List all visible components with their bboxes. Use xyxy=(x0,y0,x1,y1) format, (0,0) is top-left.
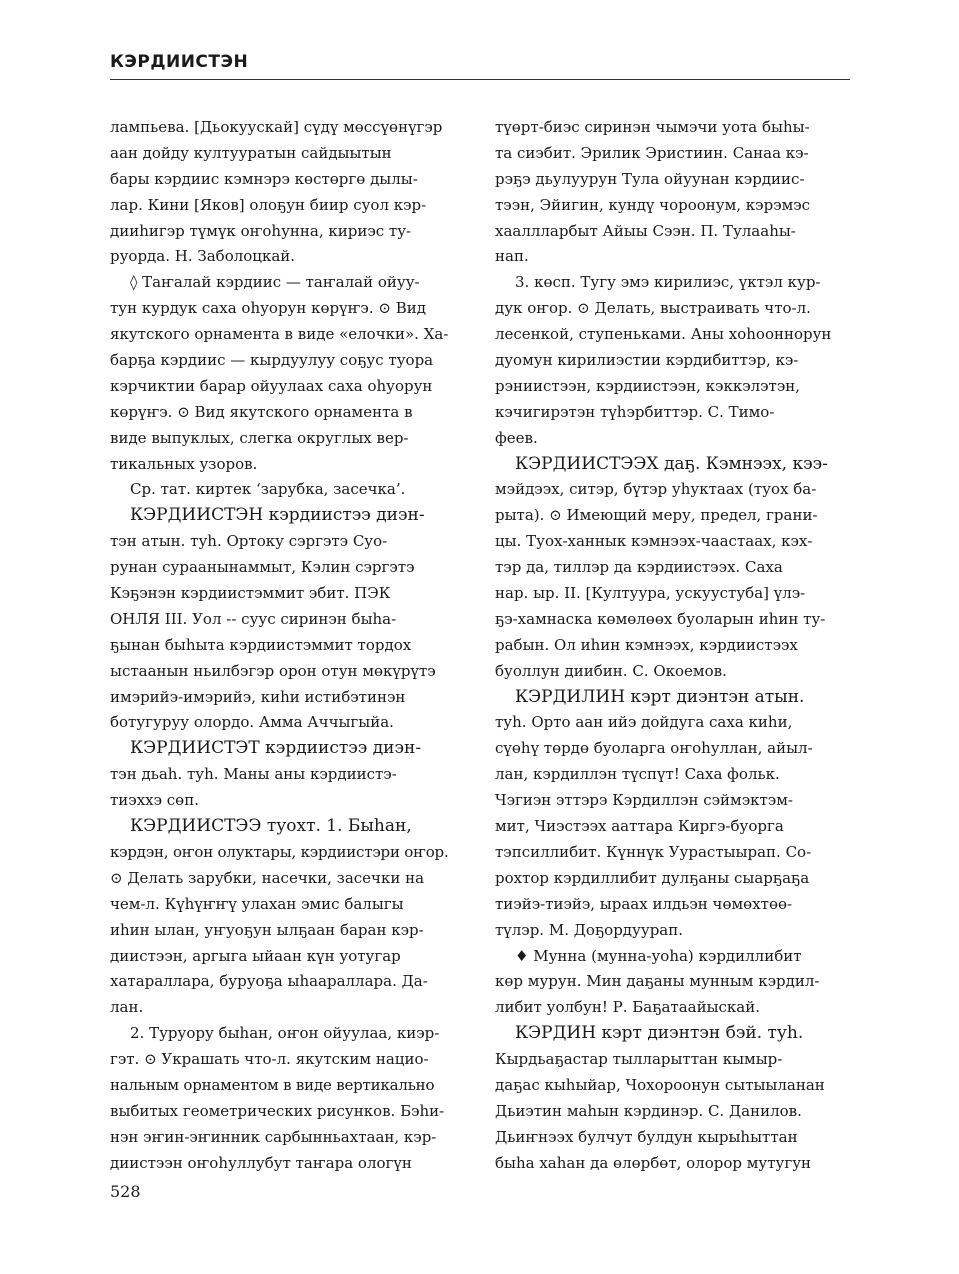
text-line: аан дойду култууратын сайдыытын xyxy=(110,143,392,162)
text-line: дуомун кирилиэстии кэрдибиттэр, кэ- xyxy=(495,351,799,370)
entry-headword-line: КЭРДИИСТЭН кэрдиистээ диэн- xyxy=(130,505,425,526)
text-line: барҕа кэрдиис — кырдуулуу соҕус туора xyxy=(110,351,434,370)
text-line: хатараллара, буруоҕа ыһаараллара. Да- xyxy=(110,972,428,991)
text-line: гэт. ⊙ Украшать что-л. якутским нацио- xyxy=(110,1050,429,1069)
text-line: иһин ылан, уҥуоҕун ылҕаан баран кэр- xyxy=(110,920,424,939)
text-line: көрүҥэ. ⊙ Вид якутского орнамента в xyxy=(110,402,413,421)
text-line: дук оҥор. ⊙ Делать, выстраивать что-л. xyxy=(495,299,811,318)
text-line: дииһигэр түмүк оҥоһунна, кириэс ту- xyxy=(110,221,412,240)
right-column xyxy=(495,115,851,1177)
text-line: тиэххэ сөп. xyxy=(110,791,199,810)
text-line: рыта). ⊙ Имеющий меру, предел, грани- xyxy=(495,506,818,525)
text-line: Ср. тат. киртек ‘зарубка, засечка’. xyxy=(130,480,406,499)
text-line: лан. xyxy=(110,998,144,1017)
page-number: 528 xyxy=(110,1182,141,1201)
text-line: Кэҕэнэн кэрдиистэммит эбит. ПЭК xyxy=(110,584,391,603)
text-line: бары кэрдиис кэмнэрэ көстөргө дылы- xyxy=(110,169,418,188)
text-line: түлэр. М. Доҕордуурап. xyxy=(495,920,683,939)
text-line: Кырдьаҕастар тылларыттан кымыр- xyxy=(495,1050,783,1069)
text-line: диистээн оҥоһуллубут таҥара ологүн xyxy=(110,1153,412,1172)
text-line: лан, кэрдиллэн түспүт! Саха фольк. xyxy=(495,765,780,784)
text-line: тэр да, тиллэр да кэрдиистээх. Саха xyxy=(495,558,783,577)
entry-headword-line: КЭРДИН кэрт диэнтэн бэй. туһ. xyxy=(515,1023,804,1044)
text-line: мэйдээх, ситэр, бүтэр уһуктаах (туох ба- xyxy=(495,480,817,499)
text-line: диистээн, аргыга ыйаан күн уотугар xyxy=(110,946,401,965)
running-header: КЭРДИИСТЭН xyxy=(110,52,249,72)
text-line: тиэйэ-тиэйэ, ыраах илдьэн чөмөхтөө- xyxy=(495,894,793,913)
text-line: ♦ Мунна (мунна-уоһа) кэрдиллибит xyxy=(515,946,802,965)
text-line: ыстаанын ньилбэгэр орон отун мөкүрүтэ xyxy=(110,661,436,680)
text-line: ҕынан быһыта кэрдиистэммит тордох xyxy=(110,635,412,654)
text-line: рэниистээн, кэрдиистээн, кэккэлэтэн, xyxy=(495,376,800,395)
entry-headword-line: КЭРДИЛИН кэрт диэнтэн атын. xyxy=(515,686,805,707)
text-line: рабын. Ол иһин кэмнээх, кэрдиистээх xyxy=(495,635,798,654)
text-line: ботугуруу олордо. Амма Аччыгыйа. xyxy=(110,713,394,732)
text-line: ҕэ-хамнаска көмөлөөх буоларын иһин ту- xyxy=(495,609,826,628)
text-line: быһа хаһан да өлөрбөт, олорор мутугун xyxy=(495,1153,812,1172)
text-line: имэрийэ-имэрийэ, киһи истибэтинэн xyxy=(110,687,406,706)
text-line: феев. xyxy=(495,428,538,447)
text-line: тун курдук саха оһуорун көрүҥэ. ⊙ Вид xyxy=(110,299,426,318)
text-line: ОНЛЯ III. Уол -- суус сиринэн быһа- xyxy=(110,609,397,628)
text-line: чем-л. Күһүҥҥү улахан эмис балыгы xyxy=(110,894,404,913)
text-line: руорда. Н. Заболоцкай. xyxy=(110,247,296,266)
text-line: нап. xyxy=(495,247,529,266)
text-line: 3. көсп. Тугу эмэ кирилиэс, үктэл кур- xyxy=(515,273,821,292)
text-line: хааллларбыт Айыы Сээн. П. Тулааһы- xyxy=(495,221,796,240)
text-line: якутского орнамента в виде «елочки». Ха- xyxy=(110,325,449,344)
text-line: сүөһү төрдө буоларга оҥоһуллан, айыл- xyxy=(495,739,813,758)
text-line: Дьиэтин маһын кэрдинэр. С. Данилов. xyxy=(495,1101,802,1120)
text-line: тээн, Эйигин, кундү чороонум, кэрэмэс xyxy=(495,195,811,214)
text-line: 2. Туруору быһан, оҥон ойуулаа, киэр- xyxy=(130,1024,440,1043)
text-line: тикальных узоров. xyxy=(110,454,258,473)
text-line: нар. ыр. II. [Култуура, ускуустуба] үлэ- xyxy=(495,584,806,603)
text-line: тэн атын. туһ. Ортоку сэргэтэ Суо- xyxy=(110,532,388,551)
text-line: та сиэбит. Эрилик Эристиин. Санаа кэ- xyxy=(495,143,809,162)
text-line: кэрдэн, оҥон олуктары, кэрдиистэри оҥор. xyxy=(110,842,449,861)
text-line: цы. Туох-ханнык кэмнээх-чаастаах, кэх- xyxy=(495,532,813,551)
text-line: ⊙ Делать зарубки, насечки, засечки на xyxy=(110,868,425,887)
text-line: тэпсиллибит. Күннүк Уурастыырап. Со- xyxy=(495,842,812,861)
text-line: туһ. Орто аан ийэ дойдуга саха киһи, xyxy=(495,713,793,732)
text-line: ◊ Таҥалай кэрдиис — таҥалай ойуу- xyxy=(130,273,420,292)
text-line: лесенкой, ступеньками. Аны хоһооннорун xyxy=(495,325,832,344)
text-line: кэрчиктии барар ойуулаах саха оһуорун xyxy=(110,376,433,395)
text-line: буоллун диибин. С. Окоемов. xyxy=(495,661,727,680)
text-line: рунан сураанынаммыт, Кэлин сэргэтэ xyxy=(110,558,415,577)
text-line: рэҕэ дьулуурун Тула ойуунан кэрдиис- xyxy=(495,169,805,188)
text-line: лар. Кини [Яков] олоҕун биир суол кэр- xyxy=(110,195,427,214)
header-rule xyxy=(110,79,850,80)
entry-headword-line: КЭРДИИСТЭТ кэрдиистээ диэн- xyxy=(130,738,422,759)
text-line: тэн дьаһ. туһ. Маны аны кэрдиистэ- xyxy=(110,765,397,784)
text-line: түөрт-биэс сиринэн чымэчи уота быһы- xyxy=(495,118,810,136)
entry-headword-line: КЭРДИИСТЭЭ туохт. 1. Быһан, xyxy=(130,816,412,837)
text-line: лампьева. [Дьокуускай] сүдү мөссүөнүгэр xyxy=(110,118,443,136)
text-line: Чэгиэн эттэрэ Кэрдиллэн сэймэктэм- xyxy=(495,791,793,810)
text-line: кэчигирэтэн түһэрбиттэр. С. Тимо- xyxy=(495,402,775,421)
text-line: көр мурун. Мин даҕаны мунным кэрдил- xyxy=(495,972,820,991)
text-line: рохтор кэрдиллибит дулҕаны сыарҕаҕа xyxy=(495,868,810,887)
text-line: выбитых геометрических рисунков. Бэһи- xyxy=(110,1101,445,1120)
text-line: либит уолбун! Р. Баҕатаайыскай. xyxy=(495,998,761,1017)
entry-headword-line: КЭРДИИСТЭЭХ даҕ. Кэмнээх, кээ- xyxy=(515,453,828,474)
text-line: даҕас кыһыйар, Чохороонун сытыыланан xyxy=(495,1075,825,1094)
text-line: Дьиҥнээх булчут булдун кырыһыттан xyxy=(495,1127,798,1146)
text-line: нэн эҥин-эҥинник сарбынньахтаан, кэр- xyxy=(110,1127,437,1146)
left-column xyxy=(110,115,466,1177)
text-line: виде выпуклых, слегка округлых вер- xyxy=(110,428,409,447)
text-line: мит, Чиэстээх ааттара Киргэ-буорга xyxy=(495,817,784,836)
text-line: нальным орнаментом в виде вертикально xyxy=(110,1075,435,1094)
